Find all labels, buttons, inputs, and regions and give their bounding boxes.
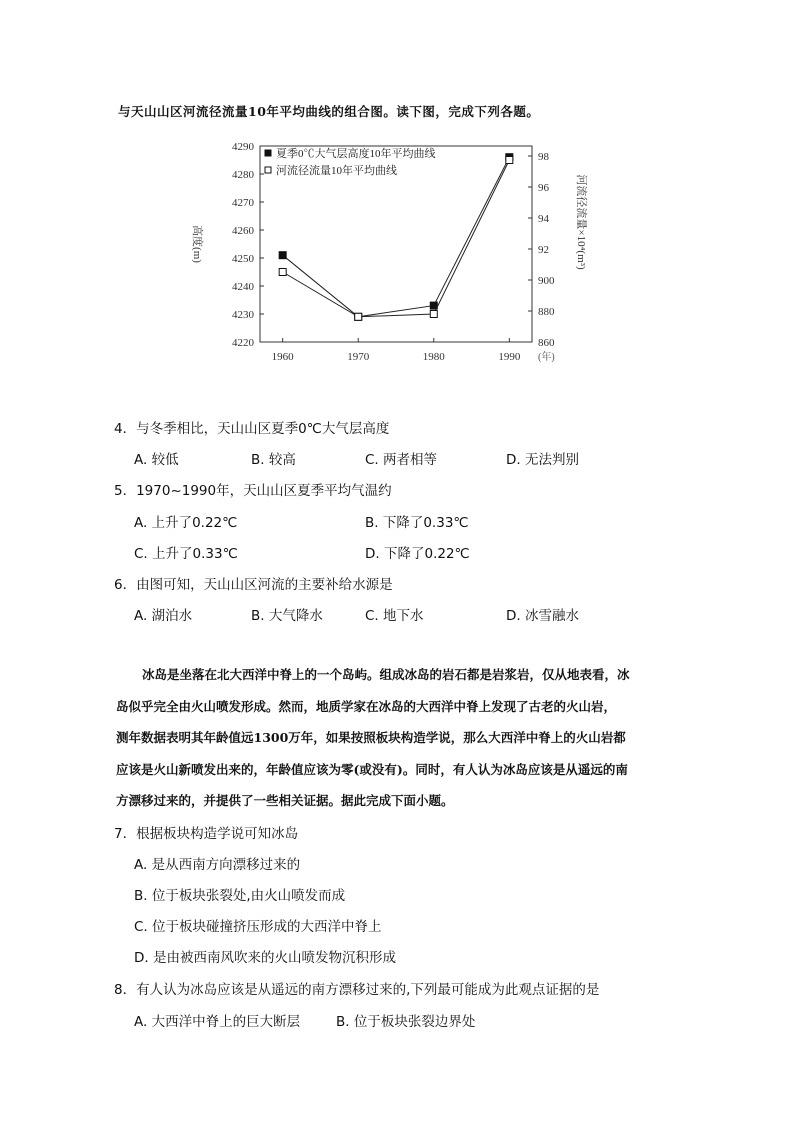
q6-option-d[interactable]: D. 冰雪融水 — [506, 608, 579, 624]
q6-option-c[interactable]: C. 地下水 — [365, 608, 424, 624]
series-line — [283, 157, 510, 317]
open-square-point — [355, 313, 362, 320]
y-left-tick-label: 4260 — [232, 225, 254, 237]
passage — [116, 659, 686, 817]
legend-marker-open — [265, 167, 271, 173]
q4-option-d[interactable]: D. 无法判别 — [506, 452, 579, 468]
q8-option-b[interactable]: B. 位于板块张裂边界处 — [336, 1014, 476, 1030]
q5-option-c[interactable]: C. 上升了0.33℃ — [134, 546, 238, 562]
y-left-tick-label: 4270 — [232, 197, 254, 209]
y-left-tick-label: 4240 — [232, 281, 254, 293]
y-left-tick-label: 4230 — [232, 309, 254, 321]
open-square-point — [430, 311, 437, 318]
q4-option-a[interactable]: A. 较低 — [134, 452, 179, 468]
legend-marker-filled — [265, 150, 271, 156]
x-tick-label: 1960 — [271, 351, 294, 363]
open-square-point — [279, 269, 286, 276]
y-left-axis-label: 高度(m) — [191, 225, 203, 263]
passage-line: 方漂移过来的，并提供了一些相关证据。据此完成下面小题。 — [116, 793, 454, 808]
passage-line: 测年数据表明其年龄值远1300万年，如果按照板块构造学说，那么大西洋中脊上的火山岩都 — [116, 730, 626, 745]
y-right-tick-label: 860 — [538, 337, 555, 349]
legend-series-2: 河流径流量10年平均曲线 — [276, 165, 397, 177]
y-right-tick-label: 96 — [538, 182, 549, 194]
q7-option-d[interactable]: D. 是由被西南风吹来的火山喷发物沉积形成 — [134, 950, 396, 966]
question-4: 4．与冬季相比，天山山区夏季0℃大气层高度 — [114, 421, 390, 437]
q5-option-b[interactable]: B. 下降了0.33℃ — [365, 515, 469, 531]
y-left-tick-label: 4250 — [232, 253, 254, 265]
q4-option-c[interactable]: C. 两者相等 — [365, 452, 438, 468]
q7-option-a[interactable]: A. 是从西南方向漂移过来的 — [134, 857, 301, 873]
y-right-tick-label: 98 — [538, 151, 549, 163]
q4-option-b[interactable]: B. 较高 — [251, 452, 296, 468]
q6-option-a[interactable]: A. 湖泊水 — [134, 608, 193, 624]
y-right-tick-label: 900 — [538, 275, 555, 287]
x-tick-label: 1970 — [347, 351, 370, 363]
filled-square-point — [279, 252, 286, 259]
series-line — [283, 160, 510, 317]
y-right-axis-label: 河流径流量×10⁴(m³) — [575, 174, 587, 270]
q8-option-a[interactable]: A. 大西洋中脊上的巨大断层 — [134, 1014, 301, 1030]
x-tick-label: 1990 — [498, 351, 521, 363]
x-tick-label: 1980 — [422, 351, 445, 363]
passage-line: 冰岛是坐落在北大西洋中脊上的一个岛屿。组成冰岛的岩石都是岩浆岩，仅从地表看，冰 — [142, 667, 630, 682]
question-5: 5．1970~1990年，天山山区夏季平均气温约 — [114, 483, 392, 499]
question-6: 6．由图可知，天山山区河流的主要补给水源是 — [114, 577, 393, 593]
x-axis-unit: (年) — [538, 352, 555, 363]
y-left-tick-label: 4280 — [232, 169, 254, 181]
y-left-tick-label: 4290 — [232, 141, 254, 153]
q6-option-b[interactable]: B. 大气降水 — [251, 608, 323, 624]
legend-series-1: 夏季0℃大气层高度10年平均曲线 — [276, 148, 436, 160]
q7-option-c[interactable]: C. 位于板块碰撞挤压形成的大西洋中脊上 — [134, 919, 382, 935]
q7-option-b[interactable]: B. 位于板块张裂处,由火山喷发而成 — [134, 888, 346, 904]
intro-text: 与天山山区河流径流量10年平均曲线的组合图。读下图，完成下列各题。 — [118, 104, 540, 119]
y-right-tick-label: 92 — [538, 244, 549, 256]
q5-option-a[interactable]: A. 上升了0.22℃ — [134, 515, 238, 531]
y-right-tick-label: 880 — [538, 306, 555, 318]
question-8: 8．有人认为冰岛应该是从遥远的南方漂移过来的,下列最可能成为此观点证据的是 — [114, 982, 600, 998]
y-left-tick-label: 4220 — [232, 337, 254, 349]
line-chart — [180, 132, 600, 372]
q5-option-d[interactable]: D. 下降了0.22℃ — [365, 546, 470, 562]
open-square-point — [506, 157, 513, 164]
y-right-tick-label: 94 — [538, 213, 549, 225]
passage-line: 岛似乎完全由火山喷发形成。然而，地质学家在冰岛的大西洋中脊上发现了古老的火山岩， — [116, 698, 617, 714]
passage-line: 应该是火山新喷发出来的，年龄值应该为零(或没有)。同时，有人认为冰岛应该是从遥远的南 — [116, 761, 628, 777]
question-7: 7．根据板块构造学说可知冰岛 — [114, 826, 299, 842]
